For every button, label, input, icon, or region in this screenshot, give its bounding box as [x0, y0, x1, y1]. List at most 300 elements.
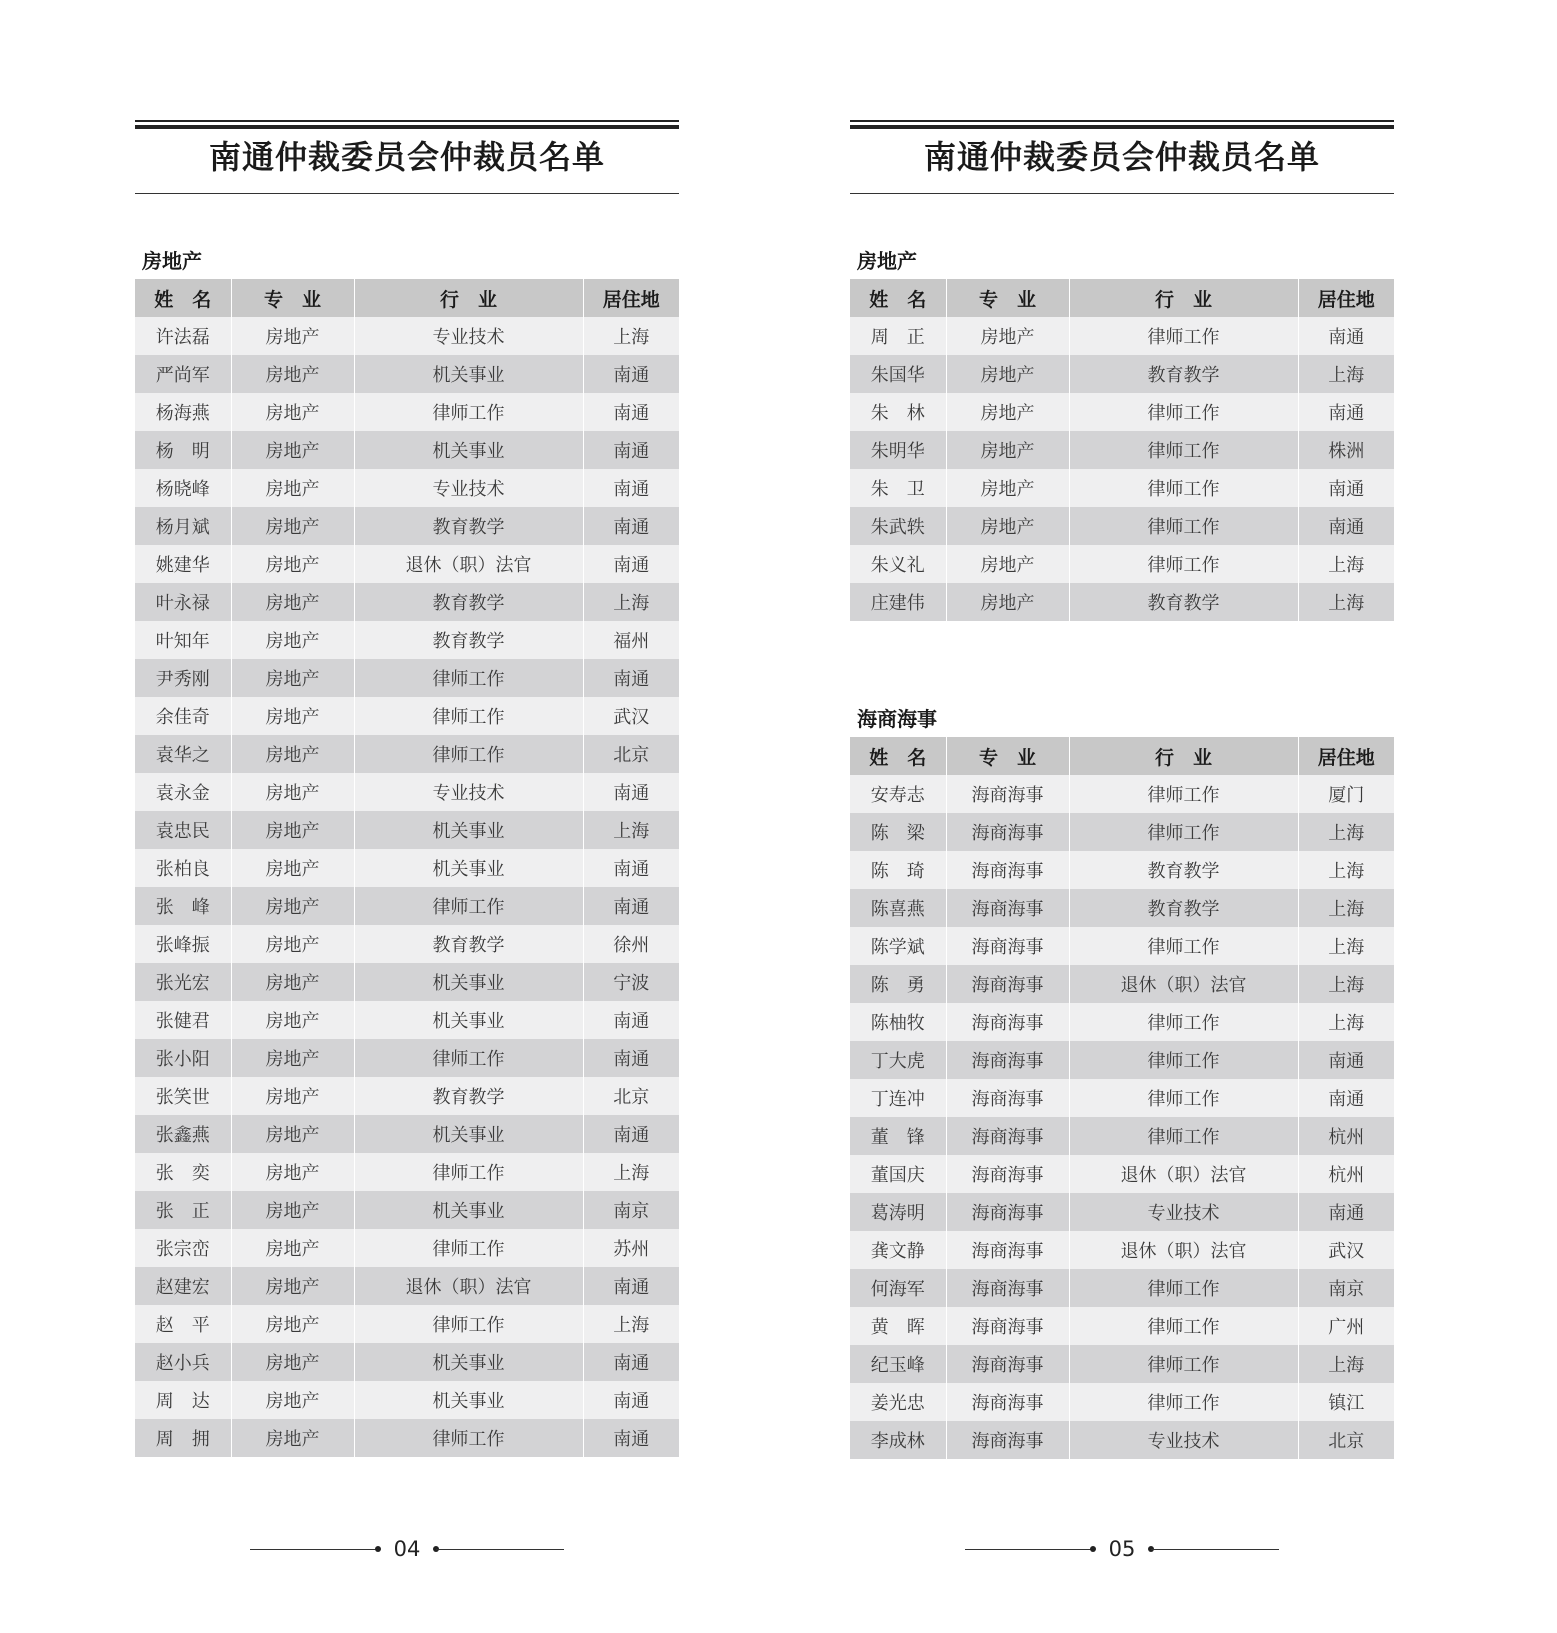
table-row	[135, 1381, 679, 1419]
table-row	[135, 545, 679, 583]
cell-residence: 南通	[583, 469, 679, 507]
cell-residence: 南通	[1298, 317, 1394, 355]
table-row	[850, 393, 1394, 431]
cell-residence: 南通	[583, 887, 679, 925]
cell-specialty: 房地产	[231, 355, 354, 393]
table-row	[135, 849, 679, 887]
table-row	[850, 583, 1394, 621]
cell-name: 叶永禄	[135, 583, 231, 621]
cell-specialty: 房地产	[231, 659, 354, 697]
table-row	[850, 1117, 1394, 1155]
title-rule	[135, 193, 679, 194]
roster-table-maritime	[850, 737, 1394, 1459]
cell-name: 尹秀刚	[135, 659, 231, 697]
table-row	[135, 1153, 679, 1191]
cell-industry: 退休（职）法官	[1069, 965, 1298, 1003]
cell-name: 周 达	[135, 1381, 231, 1419]
cell-industry: 教育教学	[354, 1077, 583, 1115]
cell-specialty: 房地产	[231, 583, 354, 621]
cell-specialty: 房地产	[231, 431, 354, 469]
cell-specialty: 海商海事	[946, 1041, 1069, 1079]
cell-residence: 南京	[1298, 1269, 1394, 1307]
table-row	[135, 1191, 679, 1229]
cell-name: 何海军	[850, 1269, 946, 1307]
table-row	[135, 393, 679, 431]
cell-specialty: 海商海事	[946, 927, 1069, 965]
cell-specialty: 海商海事	[946, 1231, 1069, 1269]
cell-specialty: 房地产	[231, 849, 354, 887]
cell-name: 葛涛明	[850, 1193, 946, 1231]
col-header-name: 姓 名	[135, 279, 231, 317]
col-header-residence: 居住地	[1298, 279, 1394, 317]
cell-specialty: 房地产	[231, 697, 354, 735]
cell-name: 朱义礼	[850, 545, 946, 583]
table-row	[135, 1305, 679, 1343]
cell-name: 张峰振	[135, 925, 231, 963]
cell-industry: 教育教学	[1069, 583, 1298, 621]
cell-name: 张鑫燕	[135, 1115, 231, 1153]
cell-specialty: 房地产	[231, 811, 354, 849]
cell-name: 张柏良	[135, 849, 231, 887]
cell-specialty: 房地产	[231, 1381, 354, 1419]
cell-residence: 南通	[583, 1419, 679, 1457]
cell-industry: 律师工作	[354, 1039, 583, 1077]
table-row	[135, 1115, 679, 1153]
cell-residence: 徐州	[583, 925, 679, 963]
cell-residence: 武汉	[583, 697, 679, 735]
cell-specialty: 房地产	[231, 545, 354, 583]
table-row	[850, 851, 1394, 889]
cell-industry: 教育教学	[354, 583, 583, 621]
table-row	[850, 1383, 1394, 1421]
cell-specialty: 海商海事	[946, 1345, 1069, 1383]
table-row	[850, 1307, 1394, 1345]
cell-name: 纪玉峰	[850, 1345, 946, 1383]
table-row	[135, 1343, 679, 1381]
table-row	[135, 659, 679, 697]
cell-residence: 北京	[1298, 1421, 1394, 1459]
cell-industry: 律师工作	[1069, 1383, 1298, 1421]
title-rule	[135, 120, 679, 122]
cell-name: 陈 琦	[850, 851, 946, 889]
col-header-residence: 居住地	[1298, 737, 1394, 775]
cell-residence: 上海	[583, 811, 679, 849]
cell-residence: 上海	[1298, 355, 1394, 393]
cell-residence: 北京	[583, 735, 679, 773]
cell-specialty: 海商海事	[946, 1079, 1069, 1117]
cell-residence: 上海	[1298, 1003, 1394, 1041]
cell-industry: 律师工作	[1069, 545, 1298, 583]
cell-name: 张光宏	[135, 963, 231, 1001]
section-heading: 房地产	[857, 249, 917, 273]
cell-name: 庄建伟	[850, 583, 946, 621]
cell-specialty: 房地产	[231, 1419, 354, 1457]
cell-industry: 机关事业	[354, 811, 583, 849]
table-row	[135, 811, 679, 849]
cell-industry: 教育教学	[354, 621, 583, 659]
table-row	[850, 355, 1394, 393]
cell-residence: 南通	[583, 849, 679, 887]
table-row	[850, 431, 1394, 469]
table-row	[135, 1077, 679, 1115]
page-number: 05	[1108, 1537, 1136, 1561]
cell-name: 杨晓峰	[135, 469, 231, 507]
cell-specialty: 房地产	[231, 507, 354, 545]
cell-specialty: 海商海事	[946, 851, 1069, 889]
cell-specialty: 房地产	[946, 507, 1069, 545]
cell-name: 朱 卫	[850, 469, 946, 507]
cell-specialty: 房地产	[946, 355, 1069, 393]
cell-industry: 律师工作	[1069, 1079, 1298, 1117]
table-row	[850, 1079, 1394, 1117]
cell-industry: 律师工作	[354, 1229, 583, 1267]
table-row	[850, 545, 1394, 583]
cell-specialty: 海商海事	[946, 889, 1069, 927]
cell-industry: 专业技术	[1069, 1193, 1298, 1231]
cell-specialty: 房地产	[946, 431, 1069, 469]
cell-name: 赵 平	[135, 1305, 231, 1343]
section-heading: 海商海事	[857, 707, 937, 731]
cell-specialty: 房地产	[231, 469, 354, 507]
cell-residence: 株洲	[1298, 431, 1394, 469]
cell-industry: 律师工作	[1069, 431, 1298, 469]
cell-specialty: 房地产	[231, 1191, 354, 1229]
col-header-industry: 行 业	[1069, 737, 1298, 775]
cell-industry: 专业技术	[354, 469, 583, 507]
cell-name: 丁连冲	[850, 1079, 946, 1117]
table-row	[135, 963, 679, 1001]
cell-residence: 南通	[583, 1267, 679, 1305]
cell-industry: 机关事业	[354, 355, 583, 393]
cell-residence: 杭州	[1298, 1117, 1394, 1155]
cell-residence: 南通	[583, 773, 679, 811]
cell-residence: 厦门	[1298, 775, 1394, 813]
cell-industry: 机关事业	[354, 431, 583, 469]
title-rule	[135, 125, 679, 129]
cell-industry: 机关事业	[354, 1115, 583, 1153]
cell-specialty: 房地产	[946, 393, 1069, 431]
cell-specialty: 房地产	[946, 583, 1069, 621]
cell-industry: 专业技术	[354, 317, 583, 355]
cell-name: 陈 勇	[850, 965, 946, 1003]
footer-rule	[1151, 1549, 1279, 1550]
cell-industry: 专业技术	[1069, 1421, 1298, 1459]
cell-residence: 上海	[1298, 583, 1394, 621]
table-header-row	[135, 279, 679, 317]
cell-name: 赵小兵	[135, 1343, 231, 1381]
col-header-name: 姓 名	[850, 737, 946, 775]
table-row	[850, 1421, 1394, 1459]
cell-industry: 律师工作	[1069, 393, 1298, 431]
table-row	[135, 925, 679, 963]
cell-industry: 机关事业	[354, 1343, 583, 1381]
title-rule	[850, 125, 1394, 129]
col-header-name: 姓 名	[850, 279, 946, 317]
table-row	[850, 507, 1394, 545]
cell-specialty: 房地产	[231, 1305, 354, 1343]
cell-name: 姚建华	[135, 545, 231, 583]
table-row	[850, 317, 1394, 355]
cell-name: 张小阳	[135, 1039, 231, 1077]
cell-specialty: 房地产	[231, 317, 354, 355]
cell-residence: 南通	[1298, 507, 1394, 545]
cell-name: 陈学斌	[850, 927, 946, 965]
col-header-residence: 居住地	[583, 279, 679, 317]
cell-residence: 北京	[583, 1077, 679, 1115]
col-header-specialty: 专 业	[231, 279, 354, 317]
cell-name: 张宗峦	[135, 1229, 231, 1267]
cell-name: 张笑世	[135, 1077, 231, 1115]
title-rule	[850, 120, 1394, 122]
cell-name: 陈柚牧	[850, 1003, 946, 1041]
table-row	[850, 1041, 1394, 1079]
cell-specialty: 海商海事	[946, 1383, 1069, 1421]
table-row	[135, 583, 679, 621]
cell-industry: 机关事业	[354, 1381, 583, 1419]
table-row	[135, 773, 679, 811]
cell-specialty: 房地产	[231, 1039, 354, 1077]
cell-industry: 律师工作	[1069, 1041, 1298, 1079]
cell-name: 黄 晖	[850, 1307, 946, 1345]
cell-specialty: 房地产	[946, 317, 1069, 355]
cell-specialty: 房地产	[231, 735, 354, 773]
cell-name: 张 正	[135, 1191, 231, 1229]
cell-specialty: 海商海事	[946, 1003, 1069, 1041]
cell-industry: 律师工作	[354, 659, 583, 697]
cell-name: 龚文静	[850, 1231, 946, 1269]
page-number: 04	[393, 1537, 421, 1561]
table-row	[850, 1155, 1394, 1193]
page-title: 南通仲裁委员会仲裁员名单	[208, 138, 605, 176]
cell-residence: 上海	[583, 317, 679, 355]
cell-specialty: 海商海事	[946, 1117, 1069, 1155]
table-row	[850, 813, 1394, 851]
cell-name: 朱明华	[850, 431, 946, 469]
cell-industry: 律师工作	[354, 887, 583, 925]
cell-specialty: 海商海事	[946, 775, 1069, 813]
table-row	[850, 469, 1394, 507]
cell-name: 张 奕	[135, 1153, 231, 1191]
footer-rule	[436, 1549, 564, 1550]
table-row	[850, 889, 1394, 927]
cell-industry: 机关事业	[354, 1191, 583, 1229]
table-row	[850, 775, 1394, 813]
table-row	[135, 431, 679, 469]
cell-specialty: 房地产	[946, 545, 1069, 583]
cell-name: 赵建宏	[135, 1267, 231, 1305]
table-row	[850, 1269, 1394, 1307]
cell-residence: 南通	[583, 507, 679, 545]
col-header-industry: 行 业	[1069, 279, 1298, 317]
cell-industry: 律师工作	[354, 1419, 583, 1457]
col-header-industry: 行 业	[354, 279, 583, 317]
table-header-row	[850, 279, 1394, 317]
cell-residence: 广州	[1298, 1307, 1394, 1345]
cell-residence: 南通	[583, 1115, 679, 1153]
table-row	[850, 1003, 1394, 1041]
cell-residence: 上海	[1298, 1345, 1394, 1383]
cell-name: 张健君	[135, 1001, 231, 1039]
cell-specialty: 房地产	[231, 1229, 354, 1267]
cell-name: 姜光忠	[850, 1383, 946, 1421]
cell-specialty: 房地产	[231, 925, 354, 963]
cell-name: 安寿志	[850, 775, 946, 813]
table-row	[135, 735, 679, 773]
table-row	[135, 355, 679, 393]
cell-name: 袁华之	[135, 735, 231, 773]
cell-residence: 上海	[1298, 889, 1394, 927]
section-heading: 房地产	[142, 249, 202, 273]
cell-industry: 律师工作	[354, 1153, 583, 1191]
cell-residence: 南通	[583, 431, 679, 469]
cell-residence: 武汉	[1298, 1231, 1394, 1269]
cell-name: 杨海燕	[135, 393, 231, 431]
cell-industry: 专业技术	[354, 773, 583, 811]
cell-industry: 教育教学	[1069, 355, 1298, 393]
cell-specialty: 房地产	[231, 1115, 354, 1153]
cell-industry: 退休（职）法官	[354, 1267, 583, 1305]
cell-name: 董国庆	[850, 1155, 946, 1193]
table-row	[135, 887, 679, 925]
cell-industry: 律师工作	[1069, 1307, 1298, 1345]
cell-name: 余佳奇	[135, 697, 231, 735]
footer-rule	[250, 1549, 378, 1550]
cell-specialty: 房地产	[231, 1343, 354, 1381]
cell-specialty: 房地产	[231, 887, 354, 925]
cell-residence: 南通	[583, 355, 679, 393]
cell-name: 周 正	[850, 317, 946, 355]
cell-residence: 南通	[1298, 1041, 1394, 1079]
cell-specialty: 房地产	[231, 773, 354, 811]
table-row	[135, 621, 679, 659]
cell-name: 陈 梁	[850, 813, 946, 851]
cell-industry: 机关事业	[354, 849, 583, 887]
cell-residence: 苏州	[583, 1229, 679, 1267]
cell-industry: 教育教学	[354, 507, 583, 545]
footer-rule	[965, 1549, 1093, 1550]
cell-name: 严尚军	[135, 355, 231, 393]
table-row	[135, 507, 679, 545]
cell-industry: 律师工作	[1069, 775, 1298, 813]
cell-residence: 南通	[583, 393, 679, 431]
cell-industry: 律师工作	[1069, 317, 1298, 355]
cell-residence: 镇江	[1298, 1383, 1394, 1421]
cell-industry: 退休（职）法官	[1069, 1155, 1298, 1193]
table-row	[135, 1419, 679, 1457]
cell-specialty: 房地产	[231, 621, 354, 659]
cell-industry: 律师工作	[354, 735, 583, 773]
cell-residence: 上海	[1298, 927, 1394, 965]
cell-name: 陈喜燕	[850, 889, 946, 927]
cell-name: 杨 明	[135, 431, 231, 469]
cell-name: 朱国华	[850, 355, 946, 393]
cell-specialty: 房地产	[946, 469, 1069, 507]
cell-specialty: 海商海事	[946, 1193, 1069, 1231]
table-header-row	[850, 737, 1394, 775]
cell-residence: 南通	[1298, 469, 1394, 507]
cell-industry: 教育教学	[354, 925, 583, 963]
cell-residence: 宁波	[583, 963, 679, 1001]
cell-residence: 上海	[1298, 965, 1394, 1003]
cell-industry: 律师工作	[1069, 1345, 1298, 1383]
table-row	[135, 697, 679, 735]
cell-residence: 南通	[583, 1001, 679, 1039]
cell-industry: 律师工作	[1069, 927, 1298, 965]
cell-residence: 杭州	[1298, 1155, 1394, 1193]
col-header-specialty: 专 业	[946, 279, 1069, 317]
cell-specialty: 海商海事	[946, 965, 1069, 1003]
cell-residence: 南通	[583, 1039, 679, 1077]
cell-residence: 南通	[583, 659, 679, 697]
cell-industry: 律师工作	[354, 1305, 583, 1343]
cell-residence: 南通	[1298, 1193, 1394, 1231]
page-footer	[135, 1534, 679, 1564]
table-row	[135, 469, 679, 507]
cell-name: 杨月斌	[135, 507, 231, 545]
cell-name: 叶知年	[135, 621, 231, 659]
cell-specialty: 房地产	[231, 1077, 354, 1115]
cell-specialty: 房地产	[231, 1153, 354, 1191]
cell-industry: 退休（职）法官	[354, 545, 583, 583]
cell-name: 朱 林	[850, 393, 946, 431]
cell-residence: 南通	[1298, 393, 1394, 431]
cell-industry: 律师工作	[1069, 1117, 1298, 1155]
cell-name: 朱武轶	[850, 507, 946, 545]
cell-residence: 上海	[583, 1153, 679, 1191]
cell-name: 袁永金	[135, 773, 231, 811]
cell-name: 许法磊	[135, 317, 231, 355]
cell-residence: 南通	[583, 1381, 679, 1419]
table-row	[135, 1229, 679, 1267]
page-footer	[850, 1534, 1394, 1564]
table-row	[850, 927, 1394, 965]
table-row	[135, 1001, 679, 1039]
cell-industry: 律师工作	[1069, 1269, 1298, 1307]
cell-residence: 上海	[1298, 813, 1394, 851]
cell-industry: 律师工作	[1069, 507, 1298, 545]
cell-industry: 律师工作	[354, 393, 583, 431]
cell-industry: 机关事业	[354, 1001, 583, 1039]
cell-industry: 律师工作	[1069, 469, 1298, 507]
cell-name: 张 峰	[135, 887, 231, 925]
cell-residence: 南通	[583, 545, 679, 583]
cell-specialty: 海商海事	[946, 1269, 1069, 1307]
roster-table-real-estate	[850, 279, 1394, 621]
table-row	[850, 1231, 1394, 1269]
cell-industry: 律师工作	[1069, 813, 1298, 851]
cell-industry: 律师工作	[354, 697, 583, 735]
cell-specialty: 海商海事	[946, 1421, 1069, 1459]
cell-specialty: 海商海事	[946, 813, 1069, 851]
cell-name: 董 锋	[850, 1117, 946, 1155]
cell-residence: 南京	[583, 1191, 679, 1229]
table-row	[850, 1193, 1394, 1231]
cell-specialty: 房地产	[231, 963, 354, 1001]
cell-specialty: 房地产	[231, 1267, 354, 1305]
table-row	[850, 965, 1394, 1003]
cell-specialty: 海商海事	[946, 1307, 1069, 1345]
table-row	[135, 317, 679, 355]
cell-residence: 上海	[1298, 851, 1394, 889]
cell-specialty: 海商海事	[946, 1155, 1069, 1193]
cell-residence: 福州	[583, 621, 679, 659]
cell-specialty: 房地产	[231, 393, 354, 431]
cell-specialty: 房地产	[231, 1001, 354, 1039]
cell-name: 李成林	[850, 1421, 946, 1459]
footer-dot	[1090, 1546, 1096, 1552]
cell-residence: 上海	[583, 583, 679, 621]
title-rule	[850, 193, 1394, 194]
